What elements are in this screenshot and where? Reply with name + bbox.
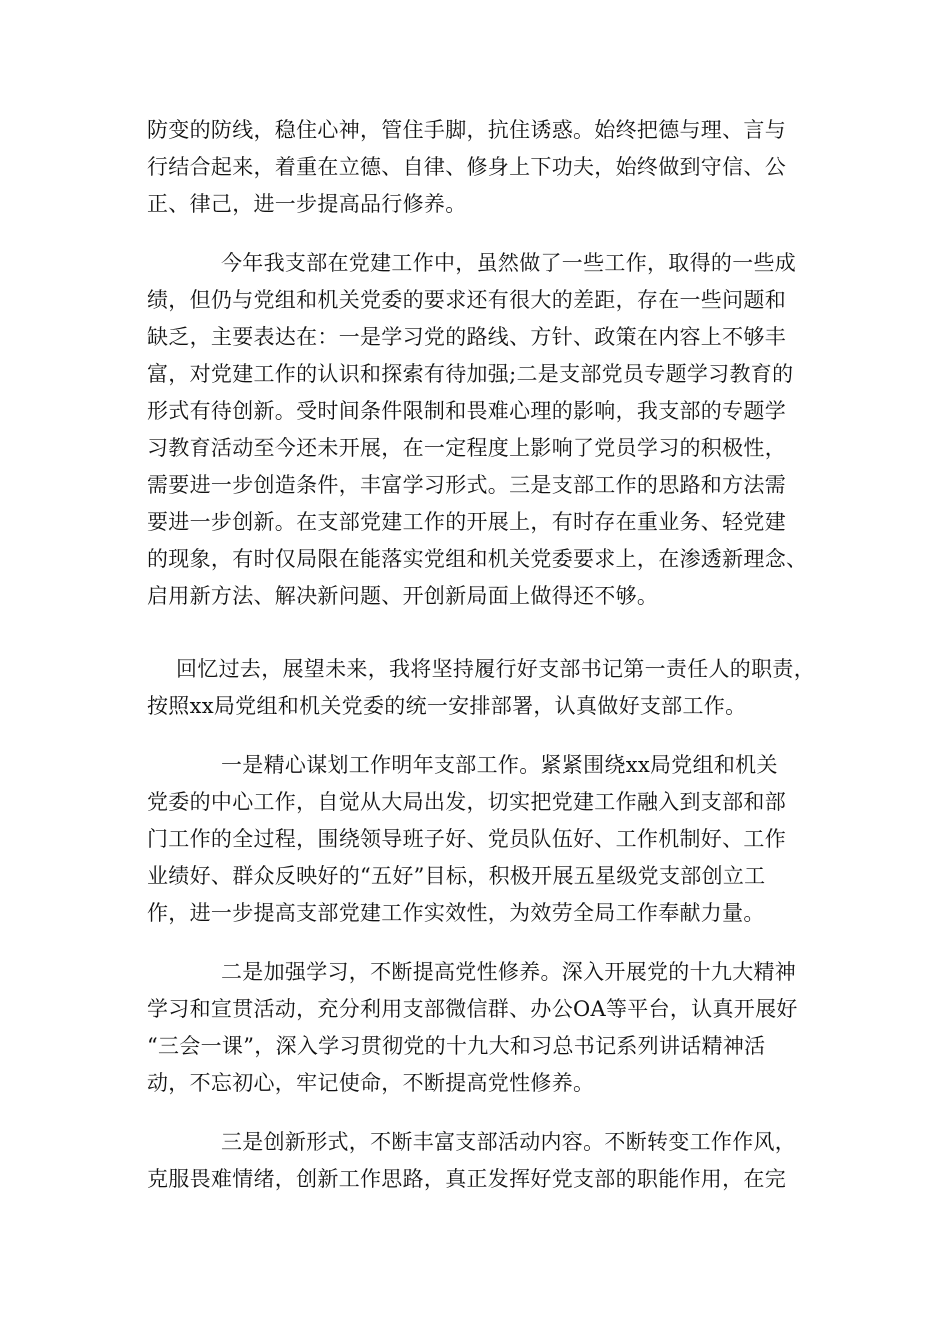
paragraph-line: 二是加强学习，不断提高党性修养。深入开展党的十九大精神 [221,960,797,984]
paragraph-line: 按照xx局党组和机关党委的统一安排部署，认真做好支部工作。 [147,694,747,718]
paragraph-line: 的现象，有时仅局限在能落实党组和机关党委要求上，在渗透新理念、 [147,547,808,571]
paragraph-line: 防变的防线，稳住心神，管住手脚，抗住诱惑。始终把德与理、言与 [147,118,786,142]
paragraph-line: 三是创新形式，不断丰富支部活动内容。不断转变工作作风， [221,1130,797,1154]
paragraph-line: 党委的中心工作，自觉从大局出发，切实把党建工作融入到支部和部 [147,790,786,814]
paragraph-line: 一是精心谋划工作明年支部工作。紧紧围绕xx局党组和机关 [221,753,778,777]
paragraph-line: 富，对党建工作的认识和探索有待加强;二是支部党员专题学习教育的 [147,362,794,386]
paragraph-line: 学习和宣贯活动，充分利用支部微信群、办公OA等平台，认真开展好 [147,997,798,1021]
paragraph-line: 习教育活动至今还未开展，在一定程度上影响了党员学习的积极性， [147,436,786,460]
paragraph-line: 需要进一步创造条件，丰富学习形式。三是支部工作的思路和方法需 [147,473,786,497]
paragraph-line: 门工作的全过程，围绕领导班子好、党员队伍好、工作机制好、工作 [147,827,786,851]
paragraph-line: 启用新方法、解决新问题、开创新局面上做得还不够。 [147,584,659,608]
paragraph-line: “三会一课”，深入学习贯彻党的十九大和习总书记系列讲话精神活 [147,1034,766,1058]
paragraph-line: 回忆过去，展望未来，我将坚持履行好支部书记第一责任人的职责， [176,657,815,681]
paragraph-line: 克服畏难情绪，创新工作思路，真正发挥好党支部的职能作用，在完 [147,1167,786,1191]
paragraph-line: 作，进一步提高支部党建工作实效性，为效劳全局工作奉献力量。 [147,901,765,925]
paragraph-line: 动，不忘初心，牢记使命，不断提高党性修养。 [147,1071,595,1095]
paragraph-line: 形式有待创新。受时间条件限制和畏难心理的影响，我支部的专题学 [147,399,786,423]
paragraph-line: 缺乏，主要表达在：一是学习党的路线、方针、政策在内容上不够丰 [147,325,786,349]
paragraph-line: 今年我支部在党建工作中，虽然做了一些工作，取得的一些成 [221,251,797,275]
paragraph-line: 行结合起来，着重在立德、自律、修身上下功夫，始终做到守信、公 [147,155,786,179]
paragraph-line: 正、律己，进一步提高品行修养。 [147,192,467,216]
paragraph-line: 要进一步创新。在支部党建工作的开展上，有时存在重业务、轻党建 [147,510,786,534]
paragraph-line: 业绩好、群众反映好的“五好”目标，积极开展五星级党支部创立工 [147,864,766,888]
paragraph-line: 绩，但仍与党组和机关党委的要求还有很大的差距，存在一些问题和 [147,288,786,312]
